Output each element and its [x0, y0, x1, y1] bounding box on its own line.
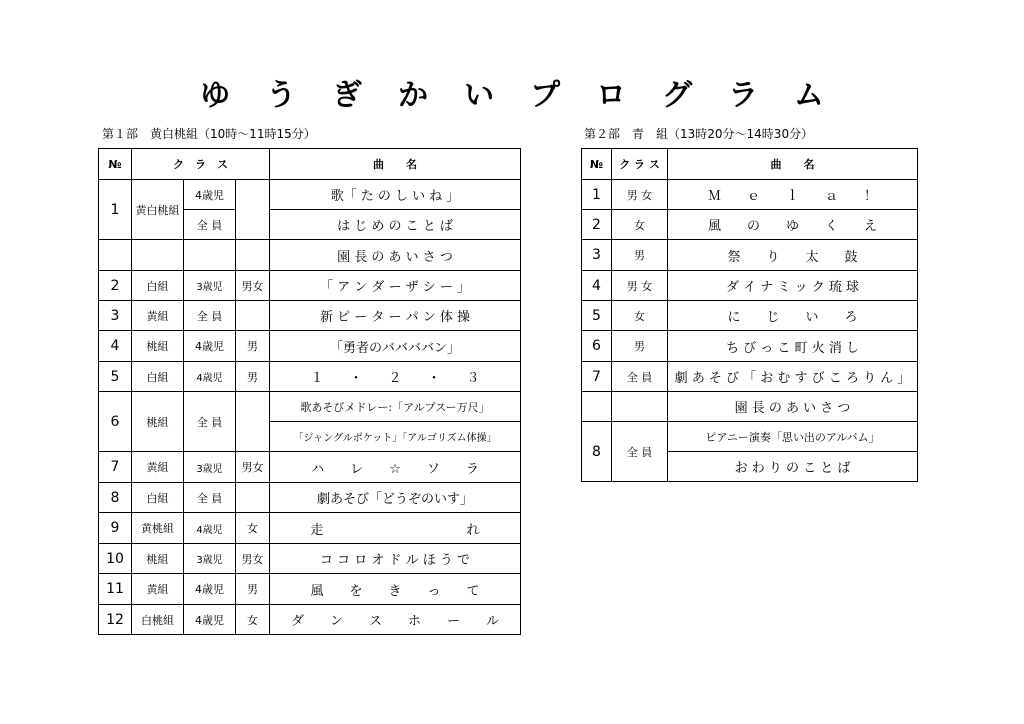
- part2-table: [581, 148, 918, 482]
- row-no: 4: [582, 271, 612, 301]
- row-sex: 男女: [236, 452, 270, 483]
- row-no: 10: [99, 544, 132, 574]
- row-group: 白組: [132, 483, 184, 513]
- row-age: 4歳児: [184, 574, 236, 605]
- row-sex: [236, 483, 270, 513]
- table-row: [99, 483, 521, 513]
- row-no: 9: [99, 513, 132, 544]
- row-song: コ コ ロ オ ド ル ほ う で: [270, 544, 521, 574]
- row-age: 4歳児: [184, 513, 236, 544]
- row-no: 11: [99, 574, 132, 605]
- row-song: お わ り の こ と ば: [668, 452, 918, 482]
- row-song: 新 ピ ー タ ー パ ン 体 操: [270, 301, 521, 331]
- table-row: [582, 180, 918, 210]
- row-sex: 女: [236, 605, 270, 635]
- row-age: 4歳児: [184, 605, 236, 635]
- row-song: Ｍ ｅ ｌ ａ ！: [668, 180, 918, 210]
- table-row: [582, 362, 918, 392]
- row-no: 7: [582, 362, 612, 392]
- row-age: 4歳児: [184, 362, 236, 392]
- row-class: 女: [612, 210, 668, 240]
- table-row: [582, 392, 918, 422]
- table-row: [582, 301, 918, 331]
- row-class: [612, 392, 668, 422]
- row-sex: [236, 180, 270, 240]
- row-age: 3歳児: [184, 452, 236, 483]
- row-no: [99, 240, 132, 271]
- row-no: 7: [99, 452, 132, 483]
- row-song: ハ レ ☆ ソ ラ: [270, 452, 521, 483]
- row-song: 風 を き っ て: [270, 574, 521, 605]
- row-no: 2: [99, 271, 132, 301]
- row-sex: 男: [236, 574, 270, 605]
- table-row: [99, 574, 521, 605]
- row-song: 「 ア ン ダ ー ザ シ ー 」: [270, 271, 521, 301]
- row-sex: 女: [236, 513, 270, 544]
- table-row: [99, 544, 521, 574]
- row-age: [184, 240, 236, 271]
- row-group: 白桃組: [132, 605, 184, 635]
- row-age: 4歳児: [184, 180, 236, 210]
- row-group: 桃組: [132, 331, 184, 362]
- row-no: [582, 392, 612, 422]
- row-age: 3歳児: [184, 271, 236, 301]
- part1-subtitle: 第１部 黄白桃組（10時～11時15分）: [102, 127, 316, 141]
- row-age: 全 員: [184, 210, 236, 240]
- row-no: 5: [99, 362, 132, 392]
- row-no: 1: [582, 180, 612, 210]
- row-group: 白組: [132, 271, 184, 301]
- part2-subtitle: 第２部 青 組（13時20分～14時30分）: [584, 127, 814, 141]
- row-group: [132, 240, 184, 271]
- row-sex: 男女: [236, 271, 270, 301]
- row-no: 2: [582, 210, 612, 240]
- row-song: 風 の ゆ く え: [668, 210, 918, 240]
- table-row: [99, 301, 521, 331]
- table-row: [582, 422, 918, 452]
- table-row: [99, 452, 521, 483]
- table-row: [99, 180, 521, 210]
- row-no: 3: [582, 240, 612, 271]
- row-age: 全 員: [184, 301, 236, 331]
- table-row: [582, 240, 918, 271]
- row-sex: 男: [236, 331, 270, 362]
- row-sex: [236, 392, 270, 452]
- row-group: 桃組: [132, 392, 184, 452]
- row-song: ピアニー演奏「思い出のアルバム」: [668, 422, 918, 452]
- row-song: 祭 り 太 鼓: [668, 240, 918, 271]
- row-no: 5: [582, 301, 612, 331]
- row-sex: [236, 240, 270, 271]
- row-group: 黄組: [132, 301, 184, 331]
- part1-table: [98, 148, 521, 635]
- row-song: 園 長 の あ い さ つ: [270, 240, 521, 271]
- row-group: 黄組: [132, 452, 184, 483]
- row-song: ち び っ こ 町 火 消 し: [668, 331, 918, 362]
- row-age: 全 員: [184, 392, 236, 452]
- row-sex: 男: [236, 362, 270, 392]
- row-song: ダ ン ス ホ ー ル: [270, 605, 521, 635]
- row-no: 12: [99, 605, 132, 635]
- row-song: 「ジャングルポケット」「アルゴリズム体操」: [270, 422, 521, 452]
- row-no: 8: [582, 422, 612, 482]
- table-row: [99, 392, 521, 422]
- row-sex: 男女: [236, 544, 270, 574]
- row-song: 「勇者のババババン」: [270, 331, 521, 362]
- row-age: 4歳児: [184, 331, 236, 362]
- header-song: 曲 名: [668, 149, 918, 180]
- row-no: 6: [582, 331, 612, 362]
- row-song: 歌「 た の し い ね 」: [270, 180, 521, 210]
- row-class: 男 女: [612, 271, 668, 301]
- table-row: [99, 605, 521, 635]
- row-song: 園 長 の あ い さ つ: [668, 392, 918, 422]
- table-row: [582, 210, 918, 240]
- row-group: 桃組: [132, 544, 184, 574]
- row-no: 8: [99, 483, 132, 513]
- row-sex: [236, 301, 270, 331]
- row-song: １ ・ ２ ・ ３: [270, 362, 521, 392]
- row-song: 歌あそびメドレー:「アルプスー万尺」: [270, 392, 521, 422]
- row-class: 男: [612, 331, 668, 362]
- header-no: №: [582, 149, 612, 180]
- row-class: 全 員: [612, 362, 668, 392]
- row-no: 6: [99, 392, 132, 452]
- row-class: 男 女: [612, 180, 668, 210]
- table-row: [99, 331, 521, 362]
- row-class: 女: [612, 301, 668, 331]
- table-row: [582, 331, 918, 362]
- row-age: 3歳児: [184, 544, 236, 574]
- header-class: ク ラ ス: [612, 149, 668, 180]
- row-no: 4: [99, 331, 132, 362]
- row-group: 黄桃組: [132, 513, 184, 544]
- row-song: に じ い ろ: [668, 301, 918, 331]
- page-title: ゆうぎかいプログラム: [200, 78, 860, 113]
- row-age: 全 員: [184, 483, 236, 513]
- row-group: 黄白桃組: [132, 180, 184, 240]
- row-no: 1: [99, 180, 132, 240]
- row-group: 白組: [132, 362, 184, 392]
- row-class: 男: [612, 240, 668, 271]
- row-song: 劇 あ そ び 「 お む す び こ ろ り ん 」: [668, 362, 918, 392]
- table-row: [582, 271, 918, 301]
- row-group: 黄組: [132, 574, 184, 605]
- header-song: 曲 名: [270, 149, 521, 180]
- row-no: 3: [99, 301, 132, 331]
- table-row: [99, 240, 521, 271]
- header-no: №: [99, 149, 132, 180]
- row-song: 劇あそび「どうぞのいす」: [270, 483, 521, 513]
- row-song: 走 れ: [270, 513, 521, 544]
- table-row: [99, 362, 521, 392]
- row-song: は じ め の こ と ば: [270, 210, 521, 240]
- row-song: ダ イ ナ ミ ッ ク 琉 球: [668, 271, 918, 301]
- header-class: ク ラ ス: [132, 149, 270, 180]
- table-row: [99, 513, 521, 544]
- table-row: [99, 271, 521, 301]
- row-class: 全 員: [612, 422, 668, 482]
